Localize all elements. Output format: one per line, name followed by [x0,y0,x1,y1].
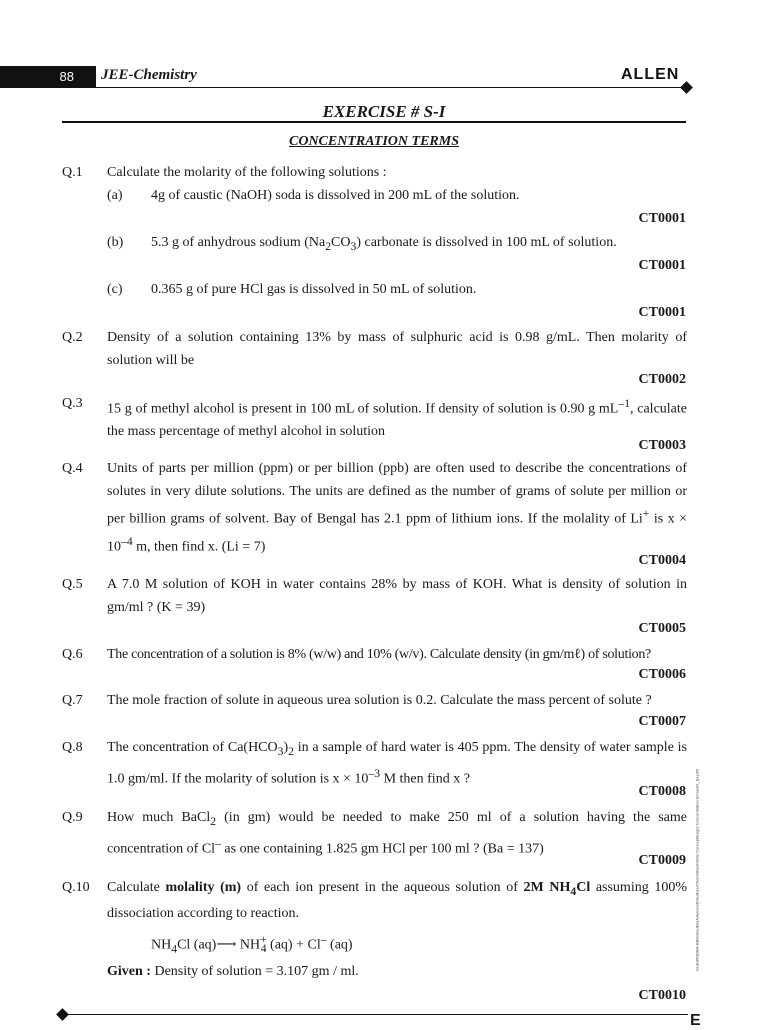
question-number: Q.7 [62,693,83,708]
question-number: Q.5 [62,577,83,592]
question-code: CT0008 [638,784,686,799]
footer-rule [62,1014,688,1015]
question-number: Q.8 [62,740,83,755]
reaction-equation: $NH_4Cl$ (aq)⟶ $NH^+_4$ (aq) + Cl– (aq) [151,933,353,956]
option-label: (b) [107,235,124,250]
exercise-title: EXERCISE # S-I [322,102,446,121]
diamond-icon [680,81,693,94]
question-code: CT0007 [638,714,686,729]
corner-letter: E [690,1012,701,1029]
question-number: Q.4 [62,461,83,476]
question-text: The concentration of a solution is 8% (w/w) and 10% (w/v). Calculate density (in gm/mℓ) of solution? [107,647,651,662]
question-text: The mole fraction of solute in aqueous urea solution is 0.2. Calculate the mass percent of solute ? [107,693,652,708]
question-text: A 7.0 M solution of KOH in water contains 28% by mass of KOH. What is density of solution in gm/ml ? (K = 39) [107,577,687,615]
question-code: CT0003 [638,438,686,453]
question-code: CT0005 [638,621,686,636]
question-text: How much BaCl$_2$ (in gm) would be needed to make 250 ml of a solution having the same concentration of Cl– as one containing 1.825 gm HCl per 100 ml ? (Ba = 137) [107,810,687,857]
question-number: Q.2 [62,330,83,345]
option-label: (c) [107,282,123,297]
option-text: 0.365 g of pure HCl gas is dissolved in 50 mL of solution. [151,282,477,297]
question-text: Units of parts per million (ppm) or per billion (ppb) are often used to describe the concentrations of solutes in very dilute solutions. The units are defined as the number of grams of solute per million or per billion grams of solvent. Bay of Bengal has 2.1 ppm of lithium ions. If the molality of Li+ is $x \times 10^{-4}$ m, then find x. (Li = 7) [107,461,687,555]
question-code: CT0004 [638,553,686,568]
file-path-note: node06\B0BA-BB\Kota\JEE(Advanced)\Nurture\Chem\Sheet\Mole Concept\Eng\2 Concentration terms\02_Ex.p65 [694,768,700,972]
option-text: 5.3 g of anhydrous sodium $(Na_2CO_3)$ carbonate is dissolved in 100 mL of solution. [151,235,617,253]
option-text: 4g of caustic (NaOH) soda is dissolved in 200 mL of the solution. [151,188,520,203]
question-number: Q.1 [62,165,83,180]
question-number: Q.10 [62,880,90,895]
header-title: JEE-Chemistry [101,67,197,83]
section-title: CONCENTRATION TERMS [289,134,459,149]
page-number: 88 [0,66,96,88]
page-header [0,66,768,90]
brand-logo: ALLEN [621,66,680,83]
option-label: (a) [107,188,123,203]
question-text: The concentration of $Ca(HCO_3)_2$ in a sample of hard water is 405 ppm. The density of water sample is 1.0 gm/ml. If the molarity of solution is $x \times 10^{-3}$ M then find x ? [107,740,687,787]
question-number: Q.3 [62,396,83,411]
question-text: Density of a solution containing 13% by mass of sulphuric acid is 0.98 g/mL. Then molarity of solution will be [107,330,687,368]
question-text: 15 g of methyl alcohol is present in 100 mL of solution. If density of solution is 0.90 g $mL^{-1}$, calculate the mass percentage of methyl alcohol in solution [107,397,687,440]
question-code: CT0001 [638,258,686,273]
title-rule [62,121,686,123]
question-code: CT0006 [638,667,686,682]
question-code: CT0002 [638,372,686,387]
question-text: Calculate the molarity of the following solutions : [107,165,387,180]
question-code: CT0009 [638,853,686,868]
question-number: Q.9 [62,810,83,825]
given-line: Given : Density of solution = 3.107 gm / ml. [107,964,359,979]
arrow-icon: ⟶ [216,937,237,953]
question-number: Q.6 [62,647,83,662]
question-text: Calculate molality (m) of each ion present in the aqueous solution of 2M $NH_4Cl$ assuming 100% dissociation according to reaction. [107,880,687,922]
question-code: CT0001 [638,305,686,320]
header-rule [96,87,686,88]
question-code: CT0001 [638,211,686,226]
question-code: CT0010 [638,988,686,1003]
